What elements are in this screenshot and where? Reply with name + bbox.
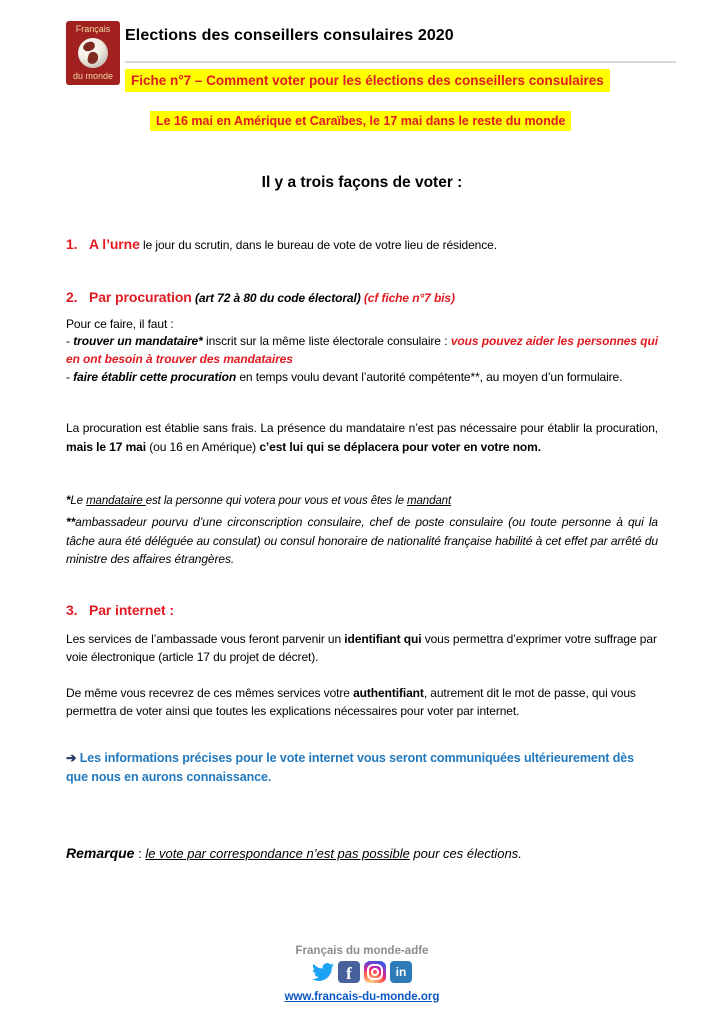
section-title: Par procuration	[89, 289, 192, 305]
legal-reference: (art 72 à 80 du code électoral)	[191, 291, 364, 305]
paragraph-text: vous permettra d’exprimer votre suffrage par voie électronique (article 17 du projet de décret).	[66, 632, 657, 664]
procuration-bullet-2	[66, 368, 658, 386]
bullet-dash: -	[66, 370, 74, 384]
intro-heading: Il y a trois façons de voter :	[261, 174, 463, 191]
logo-text-top: Français	[75, 24, 111, 34]
paragraph-text: La procuration est établie sans frais. La présence du mandataire n’est pas nécessaire pour établir la procuration,	[66, 421, 658, 435]
section-number: 1.	[66, 236, 78, 252]
bullet-red-note: vous pouvez aider les personnes qui en ont besoin à trouver des mandataires	[66, 334, 658, 366]
francais-du-monde-logo	[66, 21, 120, 85]
paragraph-bold: identifiant qui	[344, 632, 422, 646]
blue-note-text: Les informations précises pour le vote internet vous seront communiquées ultérieurement dès que nous en aurons connaissance.	[66, 751, 634, 784]
bullet-dash: -	[66, 334, 74, 348]
footer-website-link-row	[0, 987, 724, 1005]
footnote-marker: *	[66, 495, 71, 507]
bullet-text: en temps voulu devant l’autorité compétente**, au moyen d’un formulaire.	[236, 370, 623, 384]
paragraph-text: (ou 16 en Amérique)	[146, 439, 260, 454]
section-urne	[66, 235, 658, 254]
procuration-paragraph	[66, 419, 658, 456]
globe-icon	[78, 38, 108, 68]
procuration-intro: Pour ce faire, il faut :	[66, 317, 174, 331]
footnote-underlined: mandant	[407, 495, 452, 507]
fiche-subtitle-highlighted: Fiche n°7 – Comment voter pour les élections des conseillers consulaires	[125, 69, 610, 92]
footnote-text: ambassadeur pourvu d’une circonscription consulaire, chef de poste consulaire (ou toute personne à qui la tâche aura été déléguée au consulat) ou consul honoraire de nationalité française habilité à cet effet par arrêté du ministre des affaires étrangères.	[66, 515, 658, 566]
bullet-emphasis: trouver un mandataire*	[73, 334, 203, 348]
footnote-marker: **	[66, 515, 76, 529]
section-internet-heading	[66, 601, 658, 620]
footnote-text: Le	[70, 495, 87, 507]
arrow-icon: ➔	[66, 751, 77, 765]
footnote-mandataire	[66, 495, 451, 507]
remark-text: pour ces élections.	[409, 846, 522, 861]
date-line-highlighted: Le 16 mai en Amérique et Caraïbes, le 17 mai dans le reste du monde	[150, 111, 571, 131]
bullet-emphasis: faire établir cette procuration	[73, 370, 237, 384]
paragraph-text: Les services de l’ambassade vous feront parvenir un	[66, 632, 345, 646]
remark-separator: :	[134, 846, 146, 861]
page-title: Elections des conseillers consulaires 2020	[125, 27, 454, 44]
internet-blue-note	[66, 749, 658, 787]
footnote-ambassadeur	[66, 513, 658, 569]
remark-underlined: le vote par correspondance n’est pas possible	[145, 846, 410, 861]
section-procuration-heading	[66, 288, 658, 307]
section-title: A l’urne	[89, 236, 140, 252]
section-number: 2.	[66, 289, 78, 305]
section-title: Par internet :	[89, 602, 174, 618]
cross-reference: (cf fiche n°7 bis)	[363, 291, 455, 305]
paragraph-text: , autrement dit le mot de passe, qui vous permettra de voter ainsi que toutes les explications nécessaires pour voter par internet.	[66, 686, 636, 718]
bullet-text: inscrit sur la même liste électorale consulaire :	[202, 334, 451, 348]
paragraph-bold: mais le 17 mai	[66, 439, 146, 454]
internet-paragraph-2	[66, 684, 638, 720]
title-underline-rule	[125, 61, 676, 63]
twitter-icon[interactable]	[312, 961, 334, 983]
remark-line	[66, 845, 522, 861]
procuration-bullet-1	[66, 332, 658, 368]
footer-org-name: Français du monde-adfe	[295, 945, 429, 957]
section-number: 3.	[66, 602, 78, 618]
logo-text-bottom: du monde	[72, 71, 114, 81]
internet-paragraph-1	[66, 630, 658, 666]
paragraph-bold: authentifiant	[353, 686, 424, 700]
instagram-icon[interactable]	[364, 961, 386, 983]
section-text: le jour du scrutin, dans le bureau de vote de votre lieu de résidence.	[139, 238, 497, 252]
linkedin-icon[interactable]: in	[390, 961, 412, 983]
remark-label: Remarque	[66, 845, 135, 861]
paragraph-text: De même vous recevrez de ces mêmes services votre	[66, 686, 354, 700]
social-icons-row	[0, 961, 724, 983]
website-link[interactable]: www.francais-du-monde.org	[284, 991, 440, 1003]
footnote-underlined: mandataire	[86, 495, 146, 507]
paragraph-bold: c’est lui qui se déplacera pour voter en votre nom.	[259, 439, 541, 454]
footnote-text: est la personne qui votera pour vous et vous êtes le	[145, 495, 407, 507]
facebook-icon[interactable]: f	[338, 961, 360, 983]
